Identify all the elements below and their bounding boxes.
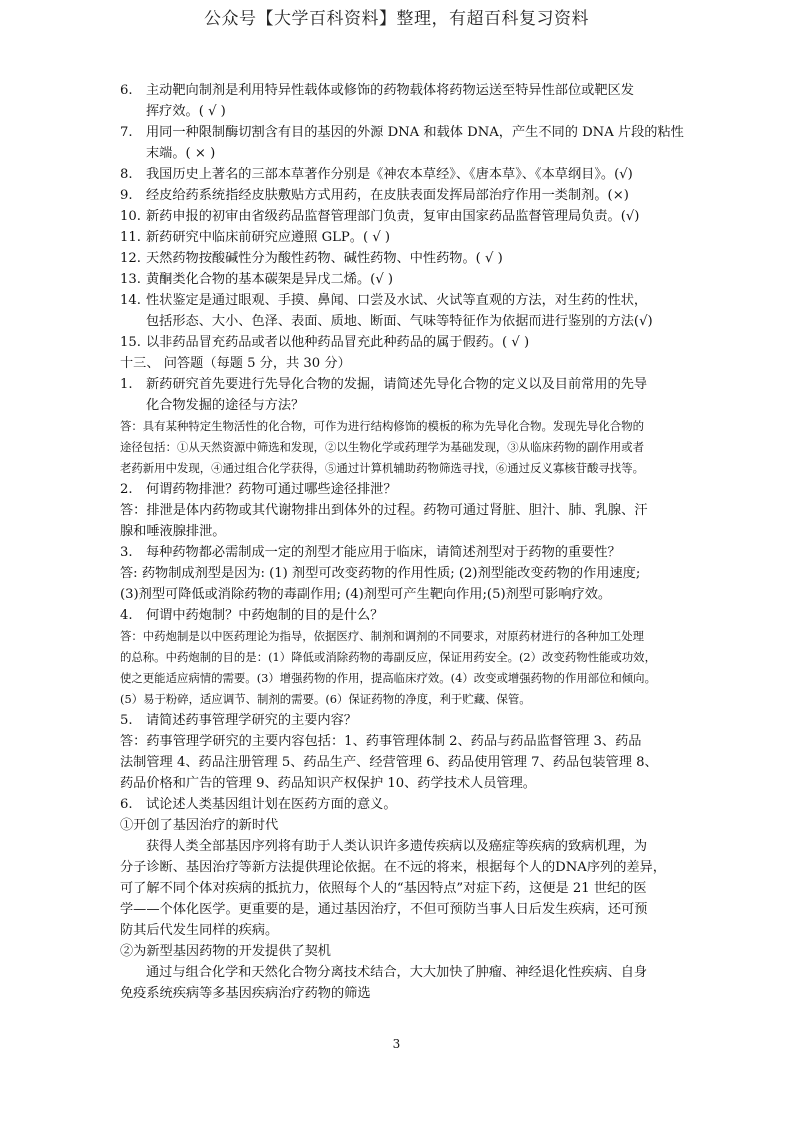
answer-line: 获得人类全部基因序列将有助于人类认识许多遗传疾病以及癌症等疾病的致病机理，为 — [146, 839, 648, 854]
item-number: 11. — [120, 230, 141, 245]
item-number: 13. — [120, 272, 141, 287]
item-number: 9. — [120, 188, 133, 203]
item-text: 黄酮类化合物的基本碳架是异戊二烯。(√ ) — [146, 272, 394, 287]
answer-subheading: ②为新型基因药物的开发提供了契机 — [120, 944, 331, 959]
question-text: 何谓中药炮制？中药炮制的目的是什么？ — [146, 608, 384, 623]
item-text: 用同一种限制酶切割含有目的基因的外源 DNA 和载体 DNA，产生不同的 DNA 片段的粘性 — [146, 125, 684, 140]
answer-line: 免疫系统疾病等多基因疾病治疗药物的筛选 — [120, 986, 371, 1001]
item-number: 10. — [120, 209, 141, 224]
item-text: 性状鉴定是通过眼观、手摸、鼻闻、口尝及水试、火试等直观的方法，对生药的性状， — [146, 293, 648, 308]
tf-item-8 — [120, 164, 680, 185]
item-text-cont: 包括形态、大小、色泽、表面、质地、断面、气味等特征作为依据而进行鉴别的方法(√) — [146, 314, 653, 329]
tf-item-10 — [120, 206, 680, 227]
answer-line: 分子诊断、基因治疗等新方法提供理论依据。在不远的将来，根据每个人的DNA序列的差异， — [120, 860, 666, 875]
item-number: 12. — [120, 251, 141, 266]
item-text: 天然药物按酸碱性分为酸性药物、碱性药物、中性药物。( √ ) — [146, 251, 503, 266]
tf-item-11 — [120, 227, 680, 248]
answer-line: 法制管理 4、药品注册管理 5、药品生产、经营管理 6、药品使用管理 7、药品包装管理 8、 — [120, 755, 658, 770]
document-body — [120, 80, 684, 1004]
question-number: 5. — [120, 713, 133, 728]
answer-4 — [120, 626, 680, 710]
answer-line: 老药新用中发现，④通过组合化学获得，⑤通过计算机辅助药物筛选寻找，⑥通过反义寡核苷酸寻找等。 — [120, 461, 644, 475]
answer-2 — [120, 500, 680, 542]
item-text: 新药申报的初审由省级药品监督管理部门负责，复审由国家药品监督管理局负责。(√) — [146, 209, 640, 224]
question-number: 4. — [120, 608, 133, 623]
question-number: 2. — [120, 482, 133, 497]
answer-6 — [120, 815, 680, 1004]
tf-item-9 — [120, 185, 680, 206]
item-number: 7. — [120, 125, 133, 140]
answer-subheading: ①开创了基因治疗的新时代 — [120, 818, 279, 833]
question-4 — [120, 605, 680, 626]
item-text: 经皮给药系统指经皮肤敷贴方式用药，在皮肤表面发挥局部治疗作用一类制剂。(×) — [146, 188, 629, 203]
question-text: 请简述药事管理学研究的主要内容？ — [146, 713, 357, 728]
page-number: 3 — [392, 1037, 401, 1051]
question-text-cont: 化合物发掘的途径与方法？ — [146, 398, 305, 413]
question-3 — [120, 542, 680, 563]
page-header-watermark: 公众号【大学百科资料】整理，有超百科复习资料 — [204, 9, 589, 29]
section-heading: 十三、 问答题（每题 5 分，共 30 分） — [120, 356, 351, 371]
question-2 — [120, 479, 680, 500]
question-5 — [120, 710, 680, 731]
question-text: 何谓药物排泄？药物可通过哪些途径排泄？ — [146, 482, 397, 497]
answer-line: 腺和唾液腺排泄。 — [120, 524, 226, 539]
tf-item-13 — [120, 269, 680, 290]
answer-line: 答：具有某种特定生物活性的化合物，可作为进行结构修饰的模板的称为先导化合物。发现先导化合物的 — [120, 419, 644, 433]
answer-line: 使之更能适应病情的需要。(3）增强药物的作用，提高临床疗效。(4）改变或增强药物的作用部位和倾向。 — [120, 671, 656, 685]
answer-line: 通过与组合化学和天然化合物分离技术结合，大大加快了肿瘤、神经退化性疾病、自身 — [146, 965, 648, 980]
item-text: 以非药品冒充药品或者以他种药品冒充此种药品的属于假药。( √ ) — [146, 335, 530, 350]
question-text: 新药研究首先要进行先导化合物的发掘，请简述先导化合物的定义以及目前常用的先导 — [146, 377, 648, 392]
answer-line: (5）易于粉碎，适应调节、制剂的需要。(6）保证药物的净度，利于贮藏、保管。 — [120, 692, 531, 706]
answer-line: 答：中药炮制是以中医药理论为指导，依据医疗、制剂和调剂的不同要求，对原药材进行的各种加工处理 — [120, 629, 644, 643]
answer-line: 途径包括：①从天然资源中筛选和发现，②以生物化学或药理学为基础发现，③从临床药物的副作用或者 — [120, 440, 644, 454]
item-text: 主动靶向制剂是利用特异性载体或修饰的药物载体将药物运送至特异性部位或靶区发 — [146, 83, 634, 98]
answer-5 — [120, 731, 680, 794]
tf-item-14 — [120, 290, 680, 332]
question-number: 6. — [120, 797, 133, 812]
question-text: 试论述人类基因组计划在医药方面的意义。 — [146, 797, 397, 812]
tf-item-15 — [120, 332, 680, 353]
item-text: 新药研究中临床前研究应遵照 GLP。( √ ) — [146, 230, 391, 245]
item-text-cont: 挥疗效。( √ ) — [146, 104, 226, 119]
question-1 — [120, 374, 680, 416]
answer-line: 答：排泄是体内药物或其代谢物排出到体外的过程。药物可通过肾脏、胆汁、肺、乳腺、汗 — [120, 503, 648, 518]
answer-1 — [120, 416, 680, 479]
answer-line: 防其后代发生同样的疾病。 — [120, 923, 279, 938]
item-number: 15. — [120, 335, 141, 350]
item-text-cont: 末端。( × ) — [146, 146, 216, 161]
answer-line: 药品价格和广告的管理 9、药品知识产权保护 10、药学技术人员管理。 — [120, 776, 536, 791]
question-6 — [120, 794, 680, 815]
tf-item-6 — [120, 80, 680, 122]
item-text: 我国历史上著名的三部本草著作分别是《神农本草经》、《唐本草》、《本草纲目》。(√) — [146, 167, 633, 182]
question-number: 3. — [120, 545, 133, 560]
answer-line: 学——个体化医学。更重要的是，通过基因治疗，不但可预防当事人日后发生疾病，还可预 — [120, 902, 648, 917]
answer-line: 的总称。中药炮制的目的是：(1）降低或消除药物的毒副反应，保证用药安全。(2）改变药物性能或功效， — [120, 650, 656, 664]
tf-item-12 — [120, 248, 680, 269]
item-number: 14. — [120, 293, 141, 308]
answer-3 — [120, 563, 680, 605]
question-text: 每种药物都必需制成一定的剂型才能应用于临床，请简述剂型对于药物的重要性？ — [146, 545, 621, 560]
answer-line: 可了解不同个体对疾病的抵抗力，依照每个人的“基因特点”对症下药，这便是 21 世纪的医 — [120, 881, 647, 896]
item-number: 6. — [120, 83, 133, 98]
answer-line: 答：药事管理学研究的主要内容包括：1、药事管理体制 2、药品与药品监督管理 3、药品 — [120, 734, 642, 749]
item-number: 8. — [120, 167, 133, 182]
answer-line: (3)剂型可降低或消除药物的毒副作用; (4)剂型可产生靶向作用;(5)剂型可影响疗效。 — [120, 587, 612, 602]
question-number: 1. — [120, 377, 133, 392]
answer-line: 答: 药物制成剂型是因为: (1) 剂型可改变药物的作用性质; (2)剂型能改变药物的作用速度; — [120, 566, 641, 581]
tf-item-7 — [120, 122, 684, 164]
